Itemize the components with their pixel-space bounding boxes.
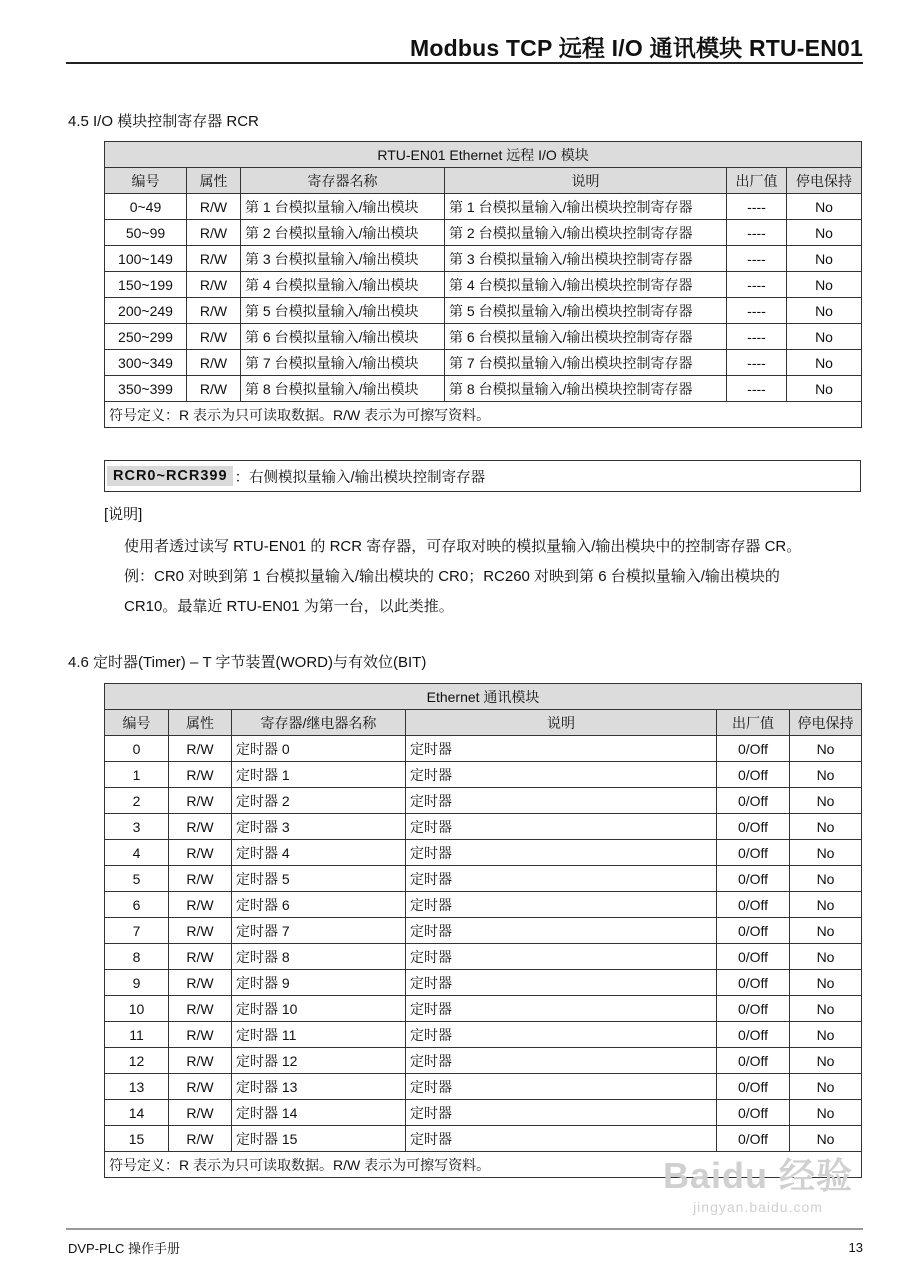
table-row (105, 892, 862, 918)
table-cell: No (787, 298, 862, 324)
table-cell: 7 (105, 918, 169, 944)
table-cell: 250~299 (105, 324, 187, 350)
table-cell: 定时器 12 (232, 1048, 406, 1074)
table-cell: 0/Off (717, 918, 790, 944)
table-cell: 0/Off (717, 736, 790, 762)
table-cell: R/W (187, 220, 241, 246)
table-row (105, 996, 862, 1022)
table-cell: 5 (105, 866, 169, 892)
table-cell: 定时器 5 (232, 866, 406, 892)
table-cell: 13 (105, 1074, 169, 1100)
table-cell: 定时器 9 (232, 970, 406, 996)
table-cell: 定时器 8 (232, 944, 406, 970)
table-cell: 定时器 2 (232, 788, 406, 814)
table-cell: ---- (727, 272, 787, 298)
table-cell: 定时器 (406, 1022, 717, 1048)
table-cell: 0~49 (105, 194, 187, 220)
table-cell: R/W (169, 1048, 232, 1074)
table-cell: 第 8 台模拟量输入/输出模块 (241, 376, 445, 402)
table-cell: ---- (727, 376, 787, 402)
table-cell: R/W (169, 1022, 232, 1048)
table-cell: R/W (169, 996, 232, 1022)
table-cell: No (790, 892, 862, 918)
table-cell: No (787, 350, 862, 376)
table-row (105, 376, 862, 402)
table-cell: 0/Off (717, 814, 790, 840)
explanation-line: 使用者透过读写 RTU-EN01 的 RCR 寄存器，可存取对映的模拟量输入/输出模块中的控制寄存器 CR。 (124, 538, 802, 555)
table-cell: 第 5 台模拟量输入/输出模块控制寄存器 (445, 298, 727, 324)
table-cell: No (787, 376, 862, 402)
table-cell: 2 (105, 788, 169, 814)
table-cell: 200~249 (105, 298, 187, 324)
table-row (105, 814, 862, 840)
footer-manual-title: DVP-PLC 操作手册 (68, 1241, 180, 1256)
table-cell: 定时器 7 (232, 918, 406, 944)
table-header-row (105, 710, 862, 736)
table-cell: 0/Off (717, 1100, 790, 1126)
table-cell: 15 (105, 1126, 169, 1152)
table-cell: No (790, 996, 862, 1022)
table-cell: 定时器 (406, 1048, 717, 1074)
table-cell: ---- (727, 324, 787, 350)
table-cell: No (790, 762, 862, 788)
column-header: 寄存器/继电器名称 (232, 710, 406, 736)
table-note: 符号定义：R 表示为只可读取数据。R/W 表示为可擦写资料。 (105, 402, 862, 428)
table-cell: No (790, 736, 862, 762)
table-cell: No (787, 324, 862, 350)
table-cell: No (790, 814, 862, 840)
table-row (105, 840, 862, 866)
table-row (105, 272, 862, 298)
table-cell: 第 6 台模拟量输入/输出模块 (241, 324, 445, 350)
table-cell: 定时器 (406, 1126, 717, 1152)
table-cell: R/W (169, 840, 232, 866)
table-cell: R/W (169, 1100, 232, 1126)
table-cell: 0/Off (717, 866, 790, 892)
table-cell: R/W (187, 324, 241, 350)
table-cell: 定时器 13 (232, 1074, 406, 1100)
table-row (105, 970, 862, 996)
section-4-5-title: 4.5 I/O 模块控制寄存器 RCR (68, 113, 259, 130)
table-cell: R/W (187, 298, 241, 324)
table-cell: 150~199 (105, 272, 187, 298)
table-cell: 定时器 4 (232, 840, 406, 866)
column-header: 说明 (445, 168, 727, 194)
table-cell: 1 (105, 762, 169, 788)
table-cell: 第 4 台模拟量输入/输出模块控制寄存器 (445, 272, 727, 298)
table-cell: No (787, 194, 862, 220)
table-cell: No (790, 1022, 862, 1048)
column-header: 编号 (105, 168, 187, 194)
table-cell: No (790, 944, 862, 970)
table-row (105, 762, 862, 788)
table-cell: 定时器 (406, 866, 717, 892)
table-cell: No (787, 272, 862, 298)
table-row (105, 1022, 862, 1048)
table-cell: 0/Off (717, 1074, 790, 1100)
column-header: 停电保持 (790, 710, 862, 736)
table-row (105, 1074, 862, 1100)
section-4-6-title: 4.6 定时器(Timer) – T 字节装置(WORD)与有效位(BIT) (68, 654, 427, 671)
table-cell: R/W (187, 246, 241, 272)
table-cell: No (790, 1126, 862, 1152)
table-cell: 0/Off (717, 788, 790, 814)
timer-register-table (104, 683, 862, 1178)
table-header-row (105, 168, 862, 194)
table-cell: 10 (105, 996, 169, 1022)
table-cell: 第 8 台模拟量输入/输出模块控制寄存器 (445, 376, 727, 402)
table-cell: 定时器 (406, 814, 717, 840)
table-cell: 第 5 台模拟量输入/输出模块 (241, 298, 445, 324)
table-cell: 0/Off (717, 970, 790, 996)
table-cell: ---- (727, 298, 787, 324)
table-cell: 0/Off (717, 996, 790, 1022)
table-row (105, 194, 862, 220)
rcr-range-label: RCR0~RCR399 (107, 466, 233, 486)
table-cell: No (787, 220, 862, 246)
table-row (105, 736, 862, 762)
table-cell: ---- (727, 246, 787, 272)
baidu-jingyan-watermark (663, 1148, 853, 1215)
table-cell: 第 7 台模拟量输入/输出模块控制寄存器 (445, 350, 727, 376)
table-cell: 定时器 11 (232, 1022, 406, 1048)
table-cell: 0/Off (717, 892, 790, 918)
table-row (105, 324, 862, 350)
table-cell: R/W (169, 736, 232, 762)
table-cell: 4 (105, 840, 169, 866)
table-cell: 定时器 (406, 996, 717, 1022)
table-row (105, 246, 862, 272)
table-cell: 定时器 6 (232, 892, 406, 918)
table-cell: 定时器 15 (232, 1126, 406, 1152)
table-cell: 50~99 (105, 220, 187, 246)
table-cell: 定时器 (406, 736, 717, 762)
table-cell: 定时器 3 (232, 814, 406, 840)
column-header: 说明 (406, 710, 717, 736)
table-cell: 第 6 台模拟量输入/输出模块控制寄存器 (445, 324, 727, 350)
table-row (105, 298, 862, 324)
watermark-logo: Baidu 经验 (662, 1155, 853, 1196)
table-cell: No (790, 1048, 862, 1074)
page-number: 13 (848, 1240, 863, 1255)
table-cell: 定时器 1 (232, 762, 406, 788)
table-cell: 0 (105, 736, 169, 762)
table-cell: 第 3 台模拟量输入/输出模块 (241, 246, 445, 272)
table-caption: RTU-EN01 Ethernet 远程 I/O 模块 (105, 142, 862, 168)
watermark-url: jingyan.baidu.com (693, 1199, 823, 1215)
table-cell: 定时器 (406, 1074, 717, 1100)
table-row (105, 1048, 862, 1074)
table-cell: No (790, 788, 862, 814)
rcr-register-table (104, 141, 862, 428)
table-row (105, 1100, 862, 1126)
column-header: 出厂值 (717, 710, 790, 736)
column-header: 寄存器名称 (241, 168, 445, 194)
table-row (105, 918, 862, 944)
table-note: 符号定义：R 表示为只可读取数据。R/W 表示为可擦写资料。 (105, 1152, 862, 1178)
table-cell: R/W (169, 970, 232, 996)
table-cell: 350~399 (105, 376, 187, 402)
table-cell: No (790, 1074, 862, 1100)
table-cell: 0/Off (717, 762, 790, 788)
table-cell: R/W (169, 762, 232, 788)
table-cell: R/W (187, 350, 241, 376)
table-cell: 6 (105, 892, 169, 918)
rcr-definition-box (104, 460, 861, 492)
table-cell: 0/Off (717, 1126, 790, 1152)
table-cell: 14 (105, 1100, 169, 1126)
table-cell: R/W (169, 788, 232, 814)
table-cell: 定时器 (406, 1100, 717, 1126)
table-cell: 第 4 台模拟量输入/输出模块 (241, 272, 445, 298)
column-header: 停电保持 (787, 168, 862, 194)
table-cell: No (787, 246, 862, 272)
table-cell: ---- (727, 220, 787, 246)
table-cell: No (790, 1100, 862, 1126)
table-cell: 3 (105, 814, 169, 840)
table-cell: 定时器 (406, 762, 717, 788)
column-header: 出厂值 (727, 168, 787, 194)
table-cell: ---- (727, 194, 787, 220)
table-caption: Ethernet 通讯模块 (105, 684, 862, 710)
table-cell: No (790, 840, 862, 866)
table-cell: No (790, 866, 862, 892)
table-cell: 定时器 (406, 788, 717, 814)
table-row (105, 220, 862, 246)
table-cell: 第 7 台模拟量输入/输出模块 (241, 350, 445, 376)
table-cell: 第 2 台模拟量输入/输出模块 (241, 220, 445, 246)
table-cell: R/W (169, 814, 232, 840)
table-row (105, 788, 862, 814)
table-cell: No (790, 918, 862, 944)
rcr-range-description: ：右侧模拟量输入/输出模块控制寄存器 (234, 469, 486, 486)
explanation-heading: [说明] (104, 506, 143, 523)
table-cell: 第 1 台模拟量输入/输出模块控制寄存器 (445, 194, 727, 220)
column-header: 属性 (187, 168, 241, 194)
table-cell: 0/Off (717, 944, 790, 970)
table-cell: R/W (169, 1074, 232, 1100)
table-cell: 9 (105, 970, 169, 996)
table-cell: 0/Off (717, 840, 790, 866)
rcr-table-body (105, 194, 862, 402)
column-header: 属性 (169, 710, 232, 736)
table-cell: 定时器 (406, 970, 717, 996)
column-header: 编号 (105, 710, 169, 736)
table-cell: 8 (105, 944, 169, 970)
table-cell: R/W (169, 918, 232, 944)
table-cell: 定时器 (406, 944, 717, 970)
table-cell: 300~349 (105, 350, 187, 376)
table-cell: 100~149 (105, 246, 187, 272)
table-cell: 定时器 (406, 892, 717, 918)
table-cell: R/W (169, 944, 232, 970)
table-cell: 11 (105, 1022, 169, 1048)
table-row (105, 866, 862, 892)
table-cell: 第 1 台模拟量输入/输出模块 (241, 194, 445, 220)
footer-divider (66, 1228, 863, 1230)
header-divider (66, 62, 863, 64)
table-cell: 定时器 0 (232, 736, 406, 762)
table-cell: 0/Off (717, 1022, 790, 1048)
table-cell: 第 3 台模拟量输入/输出模块控制寄存器 (445, 246, 727, 272)
table-cell: 第 2 台模拟量输入/输出模块控制寄存器 (445, 220, 727, 246)
table-cell: R/W (187, 272, 241, 298)
table-cell: R/W (187, 194, 241, 220)
explanation-line: 例：CR0 对映到第 1 台模拟量输入/输出模块的 CR0；RC260 对映到第 6 台模拟量输入/输出模块的 (124, 568, 780, 585)
table-cell: 定时器 (406, 918, 717, 944)
table-cell: R/W (169, 1126, 232, 1152)
page-header-title: Modbus TCP 远程 I/O 通讯模块 RTU-EN01 (409, 35, 863, 61)
table-row (105, 944, 862, 970)
explanation-line: CR10。最靠近 RTU-EN01 为第一台，以此类推。 (124, 598, 454, 615)
table-cell: 0/Off (717, 1048, 790, 1074)
table-cell: R/W (169, 892, 232, 918)
table-cell: R/W (187, 376, 241, 402)
timer-table-body (105, 736, 862, 1152)
table-cell: 定时器 (406, 840, 717, 866)
explanation-paragraph (104, 532, 864, 622)
table-cell: 定时器 14 (232, 1100, 406, 1126)
table-cell: R/W (169, 866, 232, 892)
table-cell: ---- (727, 350, 787, 376)
table-row (105, 350, 862, 376)
table-cell: 12 (105, 1048, 169, 1074)
table-cell: 定时器 10 (232, 996, 406, 1022)
table-cell: No (790, 970, 862, 996)
